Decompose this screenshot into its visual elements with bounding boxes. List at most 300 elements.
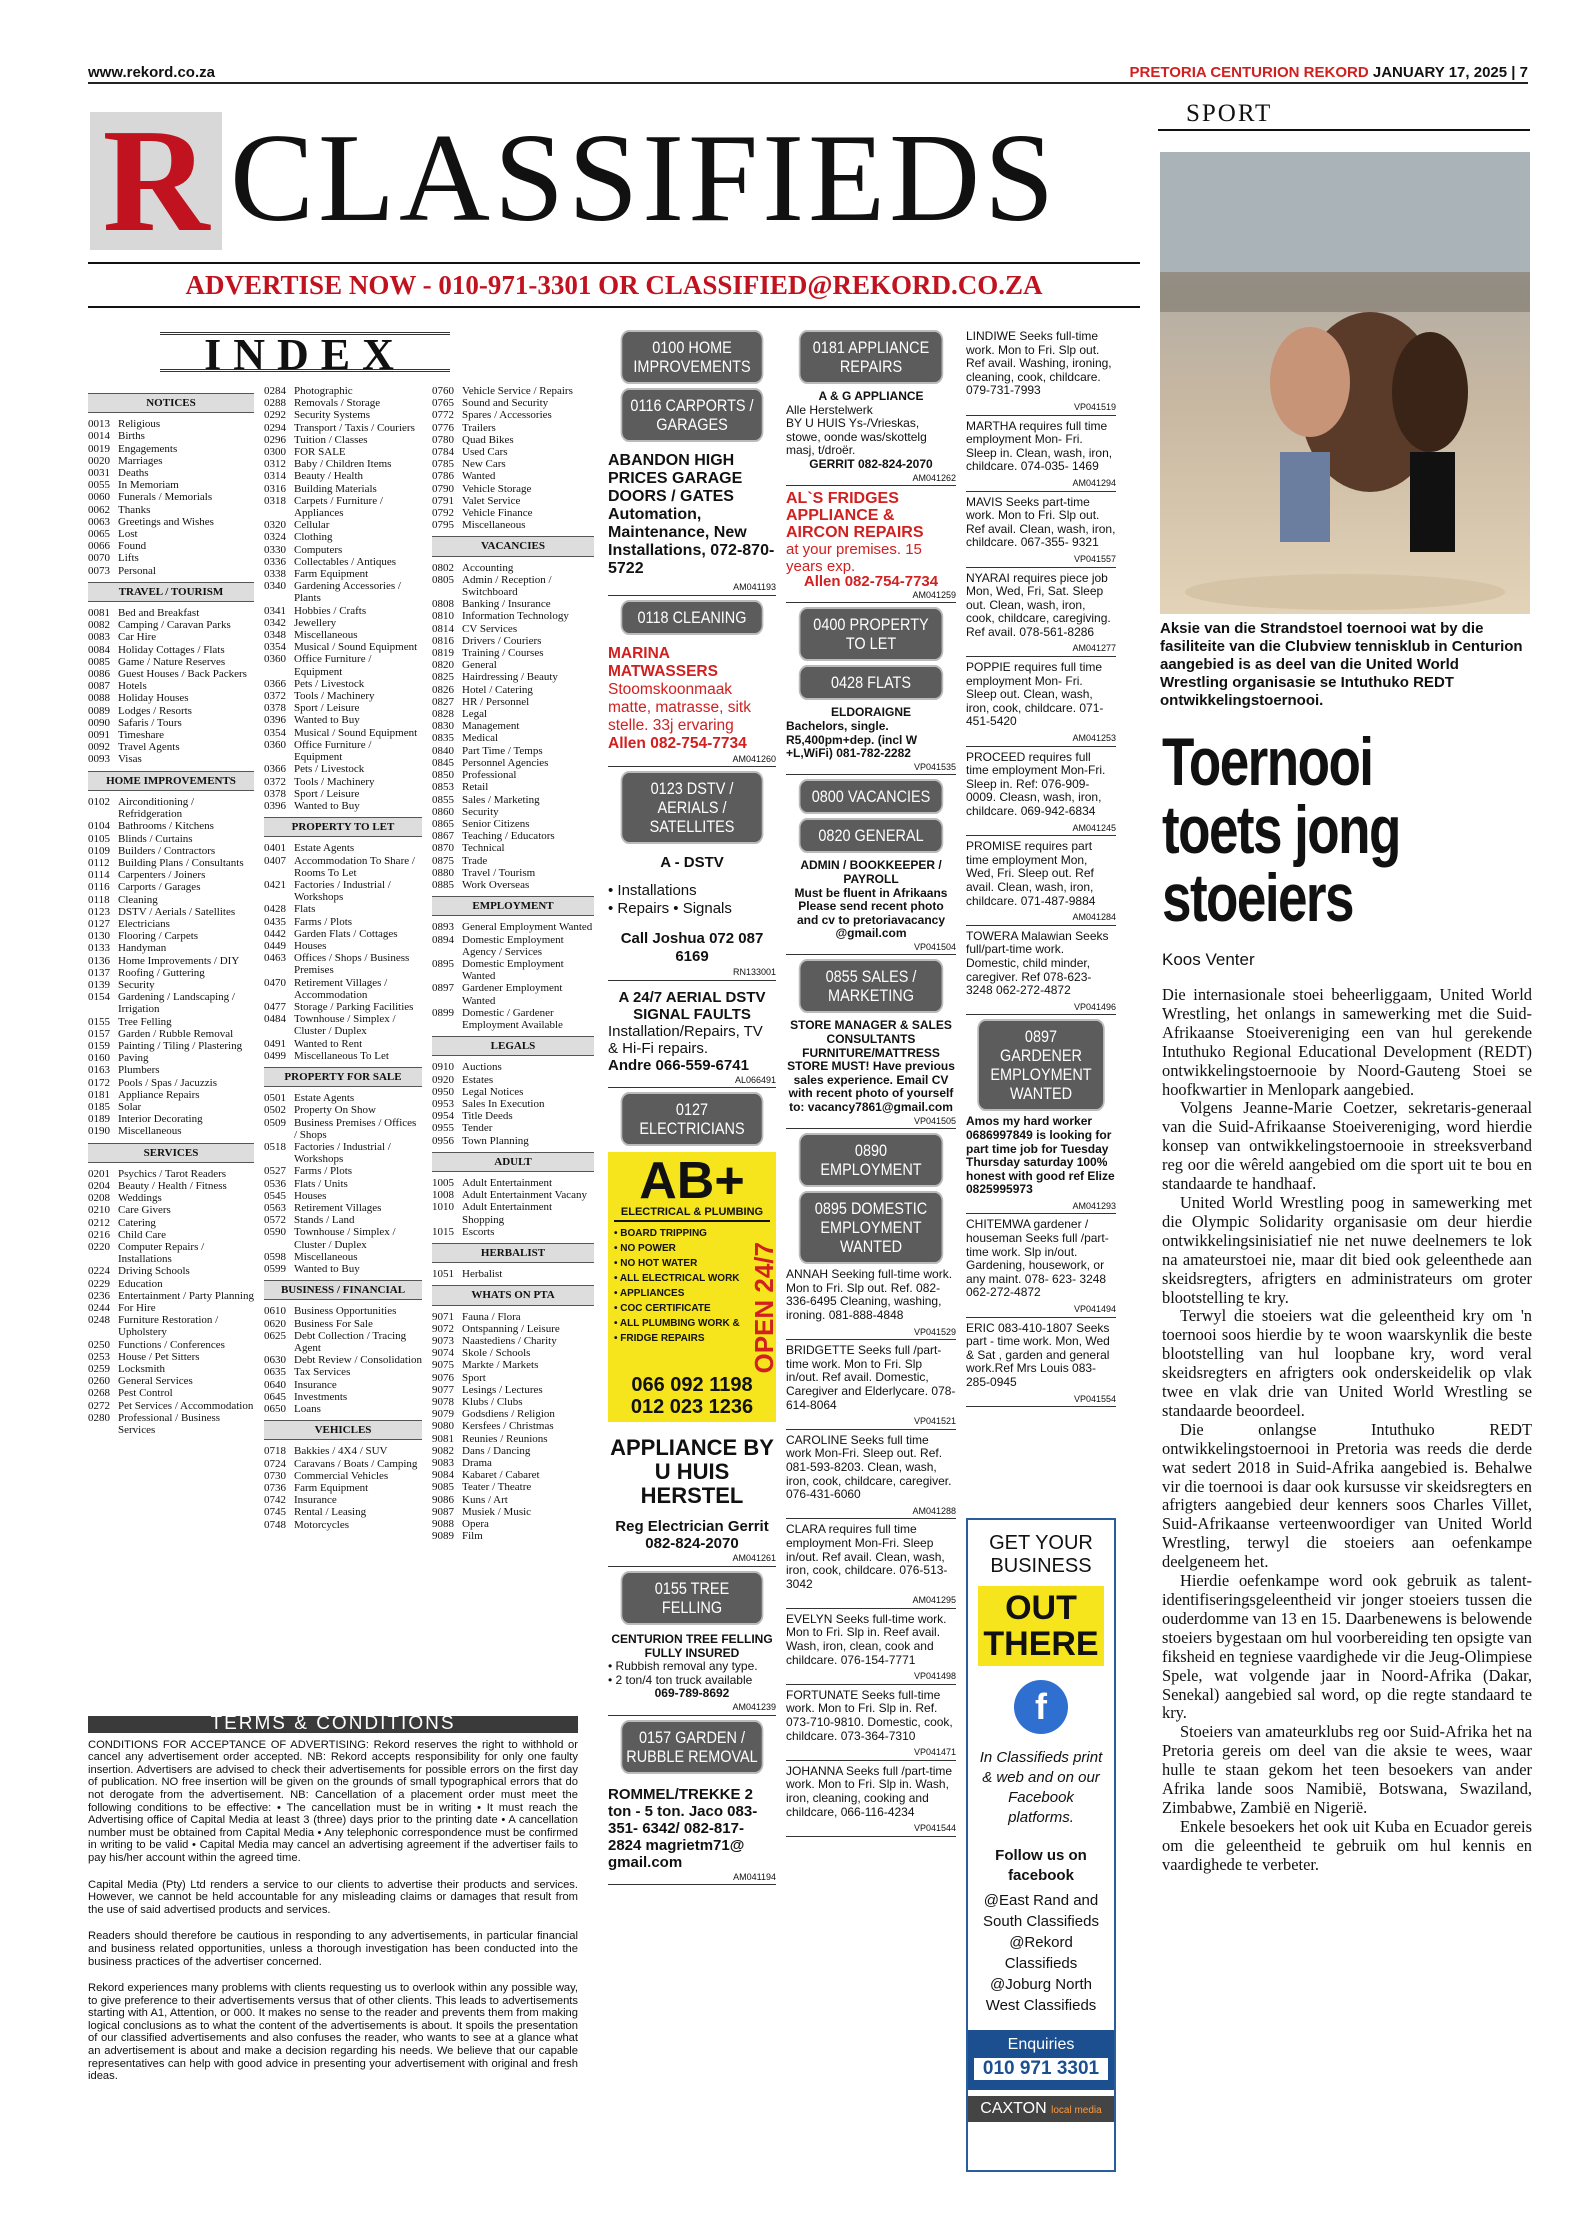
index-entry	[264, 1202, 422, 1214]
ad-johanna: JOHANNA Seeks full /part-time work. Mon to Fri. Slp in. Wash, iron, cleaning, cooking and childcare, 066-116-4234	[786, 1763, 953, 1819]
ad-marina	[608, 645, 776, 753]
index-entry	[264, 952, 422, 976]
index-label: Vehicle Service / Repairs	[462, 385, 573, 397]
index-code: 0133	[88, 942, 110, 955]
index-entry	[264, 916, 422, 928]
index-entry	[264, 1226, 422, 1250]
ad-mavis: MAVIS Seeks part-time work. Mon to Fri. Slp out. Ref avail. Clean, wash, iron, childcare. 067-355- 9321	[966, 494, 1116, 550]
index-entry	[432, 720, 594, 732]
category-0116: 0116 CARPORTS / GARAGES	[621, 388, 764, 442]
index-code: 0366	[264, 677, 286, 690]
index-entry	[264, 678, 422, 690]
index-code: 0083	[88, 631, 110, 644]
index-entry	[432, 934, 594, 958]
index-code: 0244	[88, 1302, 110, 1315]
index-entry	[264, 714, 422, 726]
index-code: 0086	[88, 668, 110, 681]
index-entry	[264, 1354, 422, 1366]
index-code: 0785	[432, 458, 454, 471]
index-label: Pets / Livestock	[294, 763, 365, 776]
index-code: 0845	[432, 756, 454, 769]
index-entry	[88, 619, 254, 631]
index-code: 0860	[432, 805, 454, 818]
index-entry	[264, 1482, 422, 1494]
ad-aerial-phone: Andre 066-559-6741	[608, 1056, 749, 1074]
index-entry	[264, 580, 422, 604]
index-code: 9082	[432, 1444, 454, 1457]
index-label: Farm Equipment	[294, 1482, 369, 1495]
index-entry	[432, 1311, 594, 1323]
index-entry	[432, 1469, 594, 1481]
index-code: 0378	[264, 787, 286, 800]
ad-ref: AM041253	[966, 732, 1116, 747]
index-entry	[264, 1104, 422, 1116]
index-entry	[88, 991, 254, 1015]
index-section-heading: EMPLOYMENT	[432, 896, 594, 916]
index-code: 0772	[432, 409, 454, 422]
index-entry	[88, 741, 254, 753]
index-label: Musiek / Music	[462, 1505, 532, 1518]
article-paragraph: Die onlangse Intuthuko REDT ontwikkelingstoernooi in Pretoria was reeds die derde wat sedert 2018 in Suid-Afrika aangebied is. Behalwe vir die toernooi is daar ook kursusse vir skeidsregters en afrigters aangebied deur kenners soos Charles Villet, Suid-Afrikaanse verteenwoordiger van United World Wrestling, terwyl die stoeiers aan oefenkampe deelgeneem het.	[1162, 1419, 1532, 1572]
index-label: Pet Services / Accommodation	[118, 1399, 254, 1412]
index-code: 0795	[432, 519, 454, 532]
index-label: Computer Repairs / Installations	[118, 1241, 205, 1266]
index-entry	[432, 519, 594, 531]
index-label: Work Overseas	[462, 878, 530, 891]
index-code: 0091	[88, 729, 110, 742]
index-code: 0748	[264, 1518, 286, 1531]
ad-poppie: POPPIE requires full time employment Mon- Fri. Sleep out. Clean, wash, iron, cook, childcare. 071-451-5420	[966, 660, 1104, 729]
ad-ag-line: Alle Herstelwerk	[786, 402, 873, 417]
index-label: Pets / Livestock	[294, 677, 365, 690]
index-entry	[264, 1050, 422, 1062]
index-label: Teater / Theatre	[462, 1481, 532, 1494]
index-label: Travel / Tourism	[462, 866, 536, 879]
index-code: 0070	[88, 552, 110, 565]
index-label: Furniture Restoration / Upholstery	[118, 1314, 219, 1339]
index-code: 0019	[88, 442, 110, 455]
index-code: 0745	[264, 1506, 286, 1519]
index-code: 0105	[88, 832, 110, 845]
index-entry	[432, 1408, 594, 1420]
index-label: Deaths	[118, 467, 149, 480]
index-code: 0272	[88, 1399, 110, 1412]
index-label: Flats / Units	[294, 1177, 348, 1190]
index-code: 0598	[264, 1250, 286, 1263]
index-code: 9074	[432, 1347, 454, 1360]
index-label: Airconditioning / Refridgeration	[118, 795, 195, 821]
article-paragraph: Stoeiers van amateurklubs reg oor Suid-Afrika het na Pretoria gereis om deel van die aksie te wees, waar hulle te staan gekom het teen besoekers van ander Afrika lande soos Namibië, Botswana, Swaziland, Zimbabwe, Zambië en Nigerië.	[1162, 1722, 1532, 1817]
index-entry	[88, 1064, 254, 1076]
ad-nyarai: NYARAI requires piece job Mon, Wed, Fri, Sat. Sleep out. Clean, wash, iron, cook, childcare, caregiving. Ref avail. 078-561-8286	[966, 570, 1111, 639]
index-label: Gardener Employment Wanted	[462, 982, 563, 1007]
index-entry	[432, 1135, 594, 1147]
index-code: 9077	[432, 1383, 454, 1396]
index-code: 0545	[264, 1189, 286, 1202]
index-label: Office Furniture / Equipment	[294, 738, 372, 764]
classified-column-b	[786, 326, 956, 1841]
index-code: 0236	[88, 1289, 110, 1302]
index-entry	[88, 1040, 254, 1052]
index-label: Marriages	[118, 454, 163, 467]
ad-amos: Amos my hard worker 0686997849 is looking for part time job for Tuesday Thursday saturday 100% honest with good ref Elize 0825995973	[966, 1114, 1115, 1197]
index-label: Blinds / Curtains	[118, 832, 193, 845]
index-label: Loans	[294, 1403, 321, 1416]
ad-abandon: ABANDON HIGH PRICES GARAGE DOORS / GATES Automation, Maintenance, New Installations, 072-870-5722	[608, 452, 775, 577]
index-label: Computers	[294, 543, 343, 556]
classified-column-c	[966, 330, 1116, 1411]
index-entry	[264, 422, 422, 434]
index-entry	[432, 806, 594, 818]
index-code: 0082	[88, 619, 110, 632]
index-code: 0109	[88, 844, 110, 857]
index-label: Functions / Conferences	[118, 1338, 225, 1351]
ad-promise: PROMISE requires part time employment Mon, Wed, Fri. Sleep out. Ref avail. Clean, wash, iron, childcare. 071-487-9884	[966, 839, 1096, 908]
index-code: 0880	[432, 866, 454, 879]
index-entry	[432, 1445, 594, 1457]
index-entry	[264, 605, 422, 617]
index-code: 0300	[264, 446, 286, 459]
index-code: 0835	[432, 732, 454, 745]
index-entry	[432, 1061, 594, 1073]
ad-marina-body: Stoomskoonmaak matte, matrasse, sitk stelle. 33j ervaring	[608, 680, 751, 734]
index-entry	[432, 855, 594, 867]
logo-letter: R	[90, 112, 222, 250]
index-label: Kabaret / Cabaret	[462, 1469, 540, 1482]
index-entry	[88, 1217, 254, 1229]
index-entry	[432, 745, 594, 757]
index-code: 0216	[88, 1228, 110, 1241]
index-label: Godsdiens / Religion	[462, 1408, 555, 1421]
index-label: Carports / Garages	[118, 881, 201, 894]
index-code: 0065	[88, 528, 110, 541]
index-label: Admin / Reception / Switchboard	[462, 573, 552, 599]
index-column-2	[264, 385, 422, 1531]
ad-bridgette: BRIDGETTE Seeks full /part-time work. Mon to Fri. Slp in/out. Ref avail. Domestic, Caregiver and Elderlycare. 078-614-8064	[786, 1343, 956, 1412]
ab-service-item: • NO HOT WATER	[614, 1257, 698, 1269]
index-code: 0825	[432, 671, 454, 684]
index-code: 0463	[264, 952, 286, 965]
advertise-now: ADVERTISE NOW	[185, 270, 416, 300]
index-code: 0324	[264, 531, 286, 544]
index-entry	[264, 1214, 422, 1226]
index-label: Escorts	[462, 1225, 495, 1238]
index-entry	[88, 1400, 254, 1412]
index-code: 0253	[88, 1350, 110, 1363]
index-code: 0484	[264, 1013, 286, 1026]
index-section-heading: BUSINESS / FINANCIAL	[264, 1280, 422, 1300]
paper-name: PRETORIA CENTURION REKORD	[1129, 64, 1369, 81]
index-entry	[264, 483, 422, 495]
index-entry	[432, 397, 594, 409]
index-label: Tax Services	[294, 1366, 351, 1379]
index-label: Guest Houses / Back Packers	[118, 668, 247, 681]
terms-paragraph: Capital Media (Pty) Ltd renders a service to our clients to advertise their products and services. However, we cannot be held accountable for any misleading claims or damages that result from the use of said advertised products and services.	[88, 1878, 578, 1916]
index-label: General	[462, 659, 497, 672]
index-code: 0518	[264, 1140, 286, 1153]
ad-ref: VP041535	[786, 761, 956, 776]
index-code: 0288	[264, 397, 286, 410]
index-code: 0172	[88, 1076, 110, 1089]
index-label: Pools / Spas / Jacuzzis	[118, 1076, 217, 1089]
index-code: 9072	[432, 1322, 454, 1335]
index-code: 0954	[432, 1110, 454, 1123]
index-label: Miscellaneous	[462, 519, 526, 532]
index-entry	[432, 1323, 594, 1335]
ab-service-item: • BOARD TRIPPING	[614, 1227, 707, 1239]
index-label: Rental / Leasing	[294, 1506, 367, 1519]
index-code: 0116	[88, 881, 110, 894]
index-label: Carpets / Furniture / Appliances	[294, 494, 383, 520]
index-label: General Services	[118, 1375, 193, 1388]
issue-date: JANUARY 17, 2025	[1372, 64, 1508, 81]
index-label: Retirement Villages / Accommodation	[294, 976, 388, 1001]
ad-ref: AM041262	[786, 472, 956, 487]
index-code: 0102	[88, 795, 110, 808]
ad-centurion-title: CENTURION TREE FELLING FULLY INSURED	[611, 1631, 773, 1660]
index-label: Ontspanning / Leisure	[462, 1322, 560, 1335]
ad-fortunate: FORTUNATE Seeks full-time work. Mon to Fri. Slp in. Ref. 073-710-9810. Domestic, cook, childcare. 073-364-7310	[786, 1687, 953, 1743]
index-code: 0910	[432, 1061, 454, 1074]
index-label: Entertainment / Party Planning	[118, 1289, 254, 1302]
ad-ref: VP041498	[786, 1670, 956, 1685]
index-entry	[264, 434, 422, 446]
index-label: Catering	[118, 1216, 156, 1229]
index-entry	[432, 562, 594, 574]
index-label: Office Furniture / Equipment	[294, 653, 372, 678]
index-code: 0093	[88, 753, 110, 766]
index-code: 0338	[264, 568, 286, 581]
index-label: Tender	[462, 1122, 493, 1135]
index-label: Camping / Caravan Parks	[118, 619, 231, 632]
index-code: 0220	[88, 1241, 110, 1253]
index-code: 0840	[432, 744, 454, 757]
promo-enquiries	[968, 2030, 1114, 2090]
index-label: Sound and Security	[462, 397, 549, 410]
index-label: Psychics / Tarot Readers	[118, 1167, 227, 1180]
index-label: New Cars	[462, 458, 506, 471]
ad-towera: TOWERA Malawian Seeks full/part-time work. Domestic, child minder, caregiver. Ref 078-623-3248 062-272-4872	[966, 928, 1109, 998]
index-code: 0805	[432, 573, 454, 586]
category-0800: 0800 VACANCIES	[799, 779, 944, 814]
index-code: 0118	[88, 893, 110, 906]
index-entry	[432, 830, 594, 842]
index-code: 0084	[88, 643, 110, 656]
ad-ref: VP041471	[786, 1746, 956, 1761]
ad-ref: AM041259	[786, 589, 956, 604]
index-entry	[432, 879, 594, 891]
index-label: Security	[118, 978, 155, 991]
index-entry	[264, 531, 422, 543]
index-code: 0090	[88, 716, 110, 729]
index-code: 9084	[432, 1469, 454, 1482]
index-entry	[88, 796, 254, 820]
ad-adstv	[608, 854, 776, 966]
sport-section-header: SPORT	[1158, 97, 1530, 131]
index-code: 0201	[88, 1167, 110, 1180]
index-label: Management	[462, 720, 520, 733]
index-entry	[432, 1189, 594, 1201]
index-entry	[264, 446, 422, 458]
index-section-heading: VEHICLES	[264, 1420, 422, 1440]
index-code: 0318	[264, 494, 286, 507]
index-label: Drama	[462, 1457, 492, 1470]
index-label: Domestic Employment Wanted	[462, 957, 564, 983]
index-label: Wanted to Buy	[294, 1263, 360, 1276]
category-0897: 0897 GARDENER EMPLOYMENT WANTED	[977, 1019, 1105, 1111]
index-label: Solar	[118, 1100, 142, 1113]
ad-eldoraigne-body: Bachelors, single. R5,400pm+dep. (incl W +L,WiFi) 081-782-2282	[786, 718, 918, 761]
index-label: Wanted to Buy	[294, 714, 360, 727]
index-entry	[88, 692, 254, 704]
promo-box	[966, 1518, 1116, 2172]
index-code: 0342	[264, 616, 286, 629]
category-0428: 0428 FLATS	[799, 665, 944, 700]
index-entry	[432, 794, 594, 806]
index-entry	[88, 729, 254, 741]
index-section-heading: VACANCIES	[432, 536, 594, 556]
index-entry	[88, 680, 254, 692]
ad-ref: VP041505	[786, 1115, 956, 1130]
index-entry	[264, 1470, 422, 1482]
category-0157: 0157 GARDEN / RUBBLE REMOVAL	[621, 1720, 764, 1774]
index-entry	[264, 788, 422, 800]
index-label: Security Systems	[294, 409, 371, 422]
ad-adstv-line: • Repairs • Signals	[608, 900, 732, 918]
index-code: 0185	[88, 1100, 110, 1113]
index-label: Townhouse / Simplex / Cluster / Duplex	[294, 1013, 396, 1038]
index-label: Quad Bikes	[462, 433, 514, 446]
index-entry	[88, 857, 254, 869]
index-label: Wanted to Buy	[294, 799, 360, 812]
index-entry	[264, 1506, 422, 1518]
index-label: Insurance	[294, 1494, 337, 1507]
index-label: Lesings / Lectures	[462, 1383, 543, 1396]
article-paragraph: Enkele besoekers het ook uit Kuba en Ecuador gereis om die geleentheid te gebruik om hul kennis en vaardighede te verbeter.	[1162, 1816, 1532, 1874]
index-label: Commercial Vehicles	[294, 1469, 389, 1482]
index-entry	[264, 739, 422, 763]
index-label: Sport / Leisure	[294, 787, 360, 800]
index-code: 0294	[264, 421, 286, 434]
index-entry	[432, 1201, 594, 1225]
index-entry	[88, 1351, 254, 1363]
index-label: Plumbers	[118, 1064, 160, 1077]
index-entry	[264, 495, 422, 519]
terms-title: TERMS & CONDITIONS	[88, 1716, 578, 1733]
index-label: Timeshare	[118, 729, 165, 742]
index-entry	[88, 656, 254, 668]
index-label: Miscellaneous To Let	[294, 1049, 389, 1062]
index-code: 0130	[88, 930, 110, 943]
index-label: Sport	[462, 1371, 486, 1384]
ad-aerial-title: A 24/7 AERIAL DSTV SIGNAL FAULTS	[618, 988, 766, 1023]
index-label: Jewellery	[294, 616, 337, 629]
ad-evelyn: EVELYN Seeks full-time work. Mon to Fri. Slp in. Reef avail. Wash, iron, clean, cook and childcare. 076-154-7771	[786, 1611, 947, 1667]
index-code: 0284	[264, 385, 286, 397]
ad-adstv-title: A - DSTV	[660, 854, 724, 872]
index-entry	[432, 385, 594, 397]
ad-martha: MARTHA requires full time employment Mon- Fri. Sleep in. Clean, wash, iron, childcare. 074-035- 1469	[966, 418, 1113, 474]
index-label: Insurance	[294, 1378, 337, 1391]
index-code: 0421	[264, 878, 286, 891]
index-label: Debt Review / Consolidation	[294, 1354, 423, 1367]
index-entry	[88, 955, 254, 967]
index-entry	[432, 574, 594, 598]
index-code: 0280	[88, 1411, 110, 1424]
index-label: Banking / Insurance	[462, 598, 551, 611]
index-label: Travel Agents	[118, 741, 180, 754]
index-label: Wanted to Rent	[294, 1037, 363, 1050]
ad-ref: VP041519	[966, 401, 1116, 416]
index-label: Transport / Taxis / Couriers	[294, 421, 415, 434]
ab-service-item: • ALL ELECTRICAL WORK	[614, 1272, 740, 1284]
index-code: 0620	[264, 1317, 286, 1330]
index-entry	[264, 1251, 422, 1263]
index-code: 0850	[432, 769, 454, 782]
index-label: Sales In Execution	[462, 1097, 545, 1110]
index-label: Engagements	[118, 442, 178, 455]
index-code: 9081	[432, 1432, 454, 1445]
index-label: Personnel Agencies	[462, 756, 549, 769]
ad-annah: ANNAH Seeking full-time work. Mon to Fri. Slp out. Ref. 082-336-6495 Cleaning, washing, ironing. 081-888-4848	[786, 1267, 953, 1322]
index-entry	[88, 1052, 254, 1064]
ad-lindiwe: LINDIWE Seeks full-time work. Mon to Fri. Slp out. Ref avail. Washing, ironing, cleaning, cook, childcare. 079-731-7993	[966, 329, 1112, 398]
index-label: Business Premises / Offices / Shops	[294, 1116, 417, 1141]
index-entry	[264, 1318, 422, 1330]
index-code: 0814	[432, 622, 454, 635]
index-label: Stands / Land	[294, 1214, 355, 1227]
ad-marina-title: MARINA MATWASSERS	[608, 644, 718, 680]
index-entry	[88, 1265, 254, 1277]
index-entry	[88, 1089, 254, 1101]
ad-centurion-phone: 069-789-8692	[654, 1686, 730, 1701]
index-code: 0920	[432, 1073, 454, 1086]
index-label: Tuition / Classes	[294, 433, 368, 446]
index-code: 0953	[432, 1097, 454, 1110]
index-code: 0527	[264, 1165, 286, 1178]
index-section-heading: LEGALS	[432, 1036, 594, 1056]
index-label: FOR SALE	[294, 446, 346, 459]
promo-enquiries-label: Enquiries	[1007, 2036, 1075, 2053]
index-code: 0650	[264, 1403, 286, 1416]
index-label: Pest Control	[118, 1387, 173, 1400]
index-label: Vehicle Storage	[462, 482, 532, 495]
index-label: Dans / Dancing	[462, 1444, 531, 1457]
index-entry	[88, 552, 254, 564]
article-paragraph: Volgens Jeanne-Marie Coetzer, sekretaris-generaal van die Suid-Afrikaanse Stoeivereniging, word hierdie konsep van ontwikkelingstoernooie in streeksverband reg oor die wêreld aangebied om die sport uit te bou en standaarde te handhaaf.	[1162, 1098, 1532, 1194]
index-code: 0428	[264, 903, 286, 916]
index-entry	[88, 504, 254, 516]
ab-title: AB+	[639, 1152, 745, 1211]
index-entry	[88, 631, 254, 643]
index-code: 0020	[88, 454, 110, 467]
index-code: 0401	[264, 842, 286, 855]
index-label: Musical / Sound Equipment	[294, 726, 418, 739]
index-label: Greetings and Wishes	[118, 515, 214, 528]
index-label: Bakkies / 4X4 / SUV	[294, 1445, 388, 1458]
ad-ref: AM041277	[966, 642, 1116, 657]
index-label: Paving	[118, 1052, 149, 1065]
index-label: Carpenters / Joiners	[118, 869, 206, 882]
index-code: 0372	[264, 690, 286, 703]
ad-als-phone: Allen 082-754-7734	[803, 573, 939, 591]
index-label: Flats	[294, 903, 316, 916]
promo-out-there: OUT THERE	[978, 1586, 1104, 1666]
index-code: 0819	[432, 647, 454, 660]
index-code: 0112	[88, 856, 110, 869]
index-entry	[88, 1314, 254, 1338]
index-entry	[88, 430, 254, 442]
